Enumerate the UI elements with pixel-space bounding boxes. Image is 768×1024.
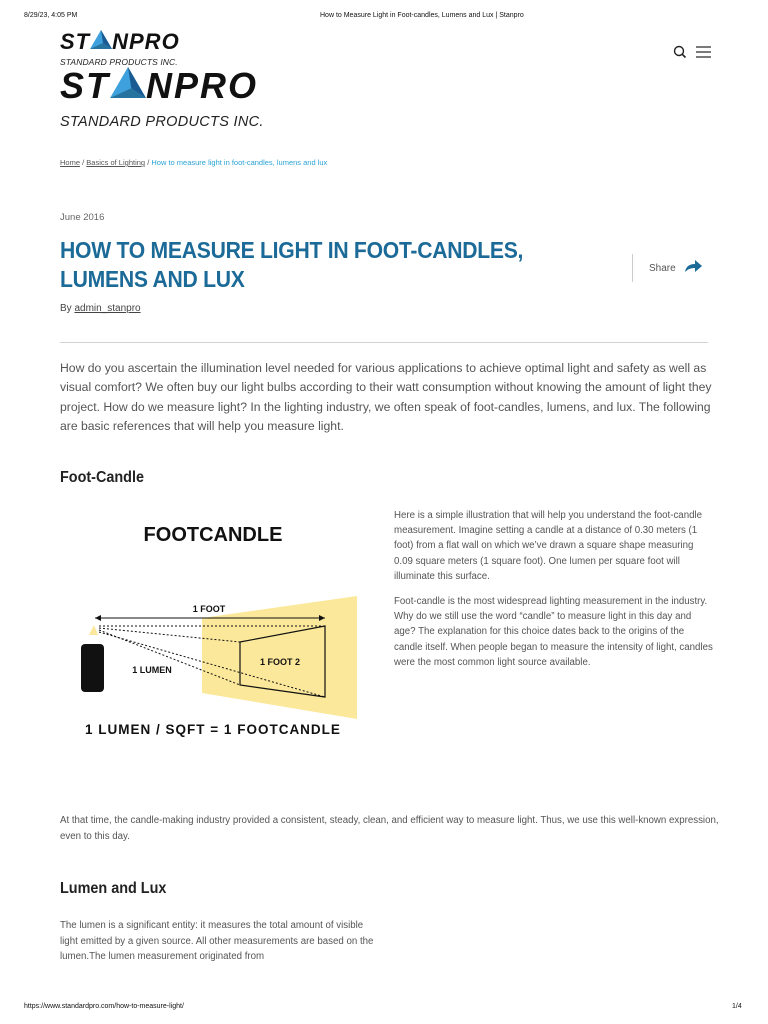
logo-text-right: NPRO <box>112 29 180 54</box>
print-url: https://www.standardpro.com/how-to-measure-light/ <box>24 1003 184 1010</box>
breadcrumb <box>60 158 327 167</box>
logo-tagline-large: STANDARD PRODUCTS INC. <box>60 114 264 130</box>
menu-icon[interactable] <box>695 44 711 60</box>
print-page-number: 1/4 <box>732 1003 742 1010</box>
site-logo[interactable] <box>60 30 180 67</box>
post-date: June 2016 <box>60 212 105 223</box>
share-label: Share <box>649 262 676 274</box>
breadcrumb-current: How to measure light in foot-candles, lumens and lux <box>151 158 328 167</box>
svg-text:1 LUMEN / SQFT = 1 FOOTCANDLE: 1 LUMEN / SQFT = 1 FOOTCANDLE <box>85 722 341 737</box>
svg-text:FOOTCANDLE: FOOTCANDLE <box>143 524 283 546</box>
header-actions <box>672 44 711 60</box>
section-heading-lumen-and-lux: Lumen and Lux <box>60 880 167 897</box>
breadcrumb-home[interactable]: Home <box>60 158 81 167</box>
page-title: HOW TO MEASURE LIGHT IN FOOT-CANDLES, LUMENS AND LUX <box>60 237 524 292</box>
lumen-lux-paragraph: The lumen is a significant entity: it measures the total amount of visible light emitted by a given source. All other measurements are based on the lumen.The lumen measurement originated from <box>60 920 374 963</box>
logo-wordmark <box>60 30 180 53</box>
foot-candle-paragraph-3: At that time, the candle-making industry provided a consistent, steady, clean, and efficient way to measure light. Thus, we use this well-known expression, even to this day. <box>60 815 719 842</box>
foot-candle-paragraph-2: Foot-candle is the most widespread lighting measurement in the industry. Why do we still use the word “candle” to measure light in this day and age? The explanation for this choice dates back to the origins of the candle itself. When people began to measure the intensity of light, candles were the most common light source available. <box>394 596 713 668</box>
svg-text:1 FOOT 2: 1 FOOT 2 <box>259 657 301 667</box>
logo-text-left: ST <box>60 65 111 106</box>
header-divider <box>60 342 708 343</box>
logo-tagline: STANDARD PRODUCTS INC. <box>60 57 178 67</box>
share-button[interactable] <box>632 254 702 282</box>
print-page-title: How to Measure Light in Foot-candles, Lumens and Lux | Stanpro <box>320 12 524 19</box>
logo-triangle-icon <box>90 30 112 53</box>
intro-paragraph: How do you ascertain the illumination level needed for various applications to achieve optimal light and safety as well as visual comfort? We often buy our light bulbs according to their watt consumption without knowing the amount of light they project. How do we measure light? In the lighting industry, we often speak of foot-candles, lumens, and lux. The following are basic references that will help you measure light. <box>60 361 712 433</box>
share-arrow-icon <box>684 260 702 276</box>
byline-prefix: By <box>60 303 72 314</box>
logo-text-left: ST <box>60 29 91 54</box>
logo-wordmark-large <box>60 65 264 106</box>
logo-triangle-icon <box>110 67 146 103</box>
search-icon[interactable] <box>672 44 688 60</box>
site-logo-large <box>60 67 264 130</box>
logo-text-right: NPRO <box>146 65 259 106</box>
section-heading-foot-candle: Foot-Candle <box>60 469 144 486</box>
footcandle-illustration <box>75 505 365 745</box>
breadcrumb-basics-of-lighting[interactable]: Basics of Lighting <box>86 158 146 167</box>
byline <box>60 303 141 314</box>
breadcrumb-separator: / <box>147 158 150 167</box>
author-link[interactable]: admin_stanpro <box>74 303 141 314</box>
svg-text:1 LUMEN: 1 LUMEN <box>132 665 172 675</box>
breadcrumb-separator: / <box>82 158 85 167</box>
svg-text:1 FOOT: 1 FOOT <box>192 604 226 614</box>
print-datetime: 8/29/23, 4:05 PM <box>24 12 78 19</box>
foot-candle-paragraph-1: Here is a simple illustration that will help you understand the foot-candle measurement. Imagine setting a candle at a distance of 0.30 meters (1 foot) from a flat wall on which we’ve drawn a square shape measuring 0.09 square meters (1 square foot). One lumen per square foot will illuminate this surface. <box>394 510 703 582</box>
